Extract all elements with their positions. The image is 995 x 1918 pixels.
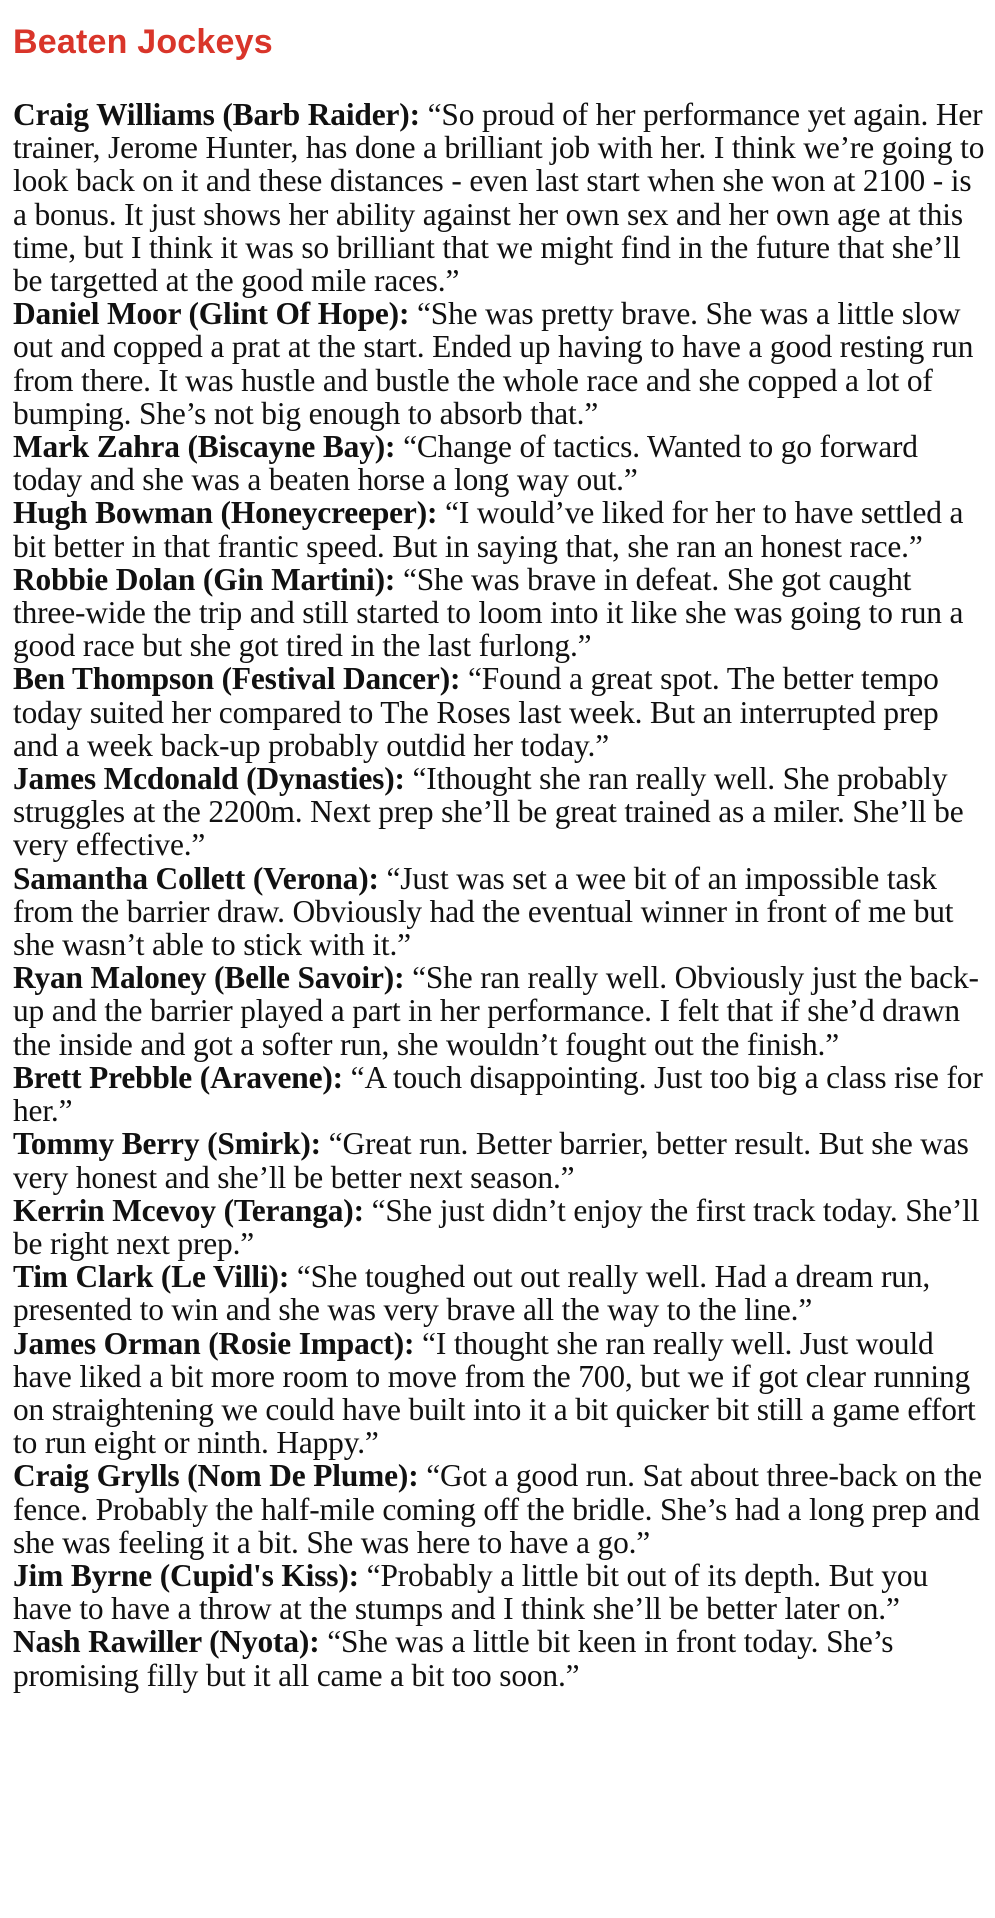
jockey-name: Ben Thompson (Festival Dancer): xyxy=(13,661,461,697)
jockey-comment xyxy=(13,430,985,496)
jockey-comment xyxy=(13,1327,985,1460)
jockey-comment xyxy=(13,563,985,663)
jockey-comment xyxy=(13,1061,985,1127)
jockey-comment xyxy=(13,98,985,297)
jockey-name: Craig Grylls (Nom De Plume): xyxy=(13,1458,419,1494)
jockey-comment xyxy=(13,1260,985,1326)
jockey-name: Robbie Dolan (Gin Martini): xyxy=(13,561,396,597)
jockey-name: Jim Byrne (Cupid's Kiss): xyxy=(13,1557,359,1593)
jockey-quote: “She just didn’t enjoy the first track today. She’ll be right next prep.” xyxy=(13,1192,980,1261)
jockey-comment xyxy=(13,762,985,862)
jockey-comments-list xyxy=(13,98,985,1692)
jockey-quote: “Found a great spot. The better tempo today suited her compared to The Roses last week. But an interrupted prep and a week back-up probably outdid her today.” xyxy=(13,661,939,763)
jockey-quote: “She was a little bit keen in front today. She’s promising filly but it all came a bit too soon.” xyxy=(13,1624,894,1693)
jockey-comment xyxy=(13,1559,985,1625)
jockey-name: Mark Zahra (Biscayne Bay): xyxy=(13,429,396,465)
jockey-quote: “She was pretty brave. She was a little slow out and copped a prat at the start. Ended up having to have a good resting run from there. It was hustle and bustle the whole race and she copped a lot of bumping. She’s not big enough to absorb that.” xyxy=(13,296,974,431)
jockey-name: Daniel Moor (Glint Of Hope): xyxy=(13,296,410,332)
jockey-quote: “Change of tactics. Wanted to go forward today and she was a beaten horse a long way out.” xyxy=(13,429,918,498)
jockey-quote: “I thought she ran really well. Just would have liked a bit more room to move from the 700, but we if got clear running on straightening we could have built into it a bit quicker bit still a game effort to run eight or ninth. Happy.” xyxy=(13,1325,976,1461)
jockey-comment xyxy=(13,496,985,562)
jockey-quote: “She toughed out out really well. Had a dream run, presented to win and she was very brave all the way to the line.” xyxy=(13,1259,931,1328)
jockey-quote: “She ran really well. Obviously just the back-up and the barrier played a part in her performance. I felt that if she’d drawn the inside and got a softer run, she wouldn’t fought out the finish.” xyxy=(13,960,979,1062)
page-title: Beaten Jockeys xyxy=(13,23,273,61)
jockey-quote: “I would’ve liked for her to have settled a bit better in that frantic speed. But in saying that, she ran an honest race.” xyxy=(13,495,964,564)
jockey-quote: “She was brave in defeat. She got caught three-wide the trip and still started to loom into it like she was going to run a good race but she got tired in the last furlong.” xyxy=(13,561,964,664)
jockey-quote: “Great run. Better barrier, better result. But she was very honest and she’ll be better next season.” xyxy=(13,1126,969,1195)
jockey-comment xyxy=(13,297,985,430)
jockey-name: Tommy Berry (Smirk): xyxy=(13,1126,321,1162)
jockey-quote: “Probably a little bit out of its depth. But you have to have a throw at the stumps and I think she’ll be better later on.” xyxy=(13,1557,928,1627)
jockey-quote: “Got a good run. Sat about three-back on the fence. Probably the half-mile coming off the bridle. She’s had a long prep and she was feeling it a bit. She was here to have a go.” xyxy=(13,1458,982,1560)
jockey-comment xyxy=(13,961,985,1061)
jockey-comment xyxy=(13,1459,985,1559)
jockey-name: James Mcdonald (Dynasties): xyxy=(13,761,405,797)
jockey-name: Hugh Bowman (Honeycreeper): xyxy=(13,495,438,531)
jockey-comment xyxy=(13,662,985,762)
jockey-comment xyxy=(13,1127,985,1193)
jockey-comment xyxy=(13,862,985,962)
jockey-quote: “Just was set a wee bit of an impossible task from the barrier draw. Obviously had the eventual winner in front of me but she wasn’t able to stick with it.” xyxy=(13,860,954,963)
jockey-name: Craig Williams (Barb Raider): xyxy=(13,97,420,132)
jockey-name: James Orman (Rosie Impact): xyxy=(13,1325,415,1361)
jockey-name: Nash Rawiller (Nyota): xyxy=(13,1624,320,1660)
jockey-quote: “So proud of her performance yet again. Her trainer, Jerome Hunter, has done a brilliant job with her. I think we’re going to look back on it and these distances - even last start when she won at 2100 - is a bonus. It just shows her ability against her own sex and her own age at this time, but I think it was so brilliant that we might find in the future that she’ll be targetted at the good mile races.” xyxy=(13,97,985,299)
jockey-quote: “Ithought she ran really well. She probably struggles at the 2200m. Next prep she’ll be great trained as a miler. She’ll be very effective.” xyxy=(13,761,964,863)
jockey-name: Tim Clark (Le Villi): xyxy=(13,1259,290,1295)
jockey-name: Samantha Collett (Verona): xyxy=(13,860,379,896)
jockey-name: Kerrin Mcevoy (Teranga): xyxy=(13,1192,364,1228)
jockey-comment xyxy=(13,1625,985,1691)
jockey-name: Ryan Maloney (Belle Savoir): xyxy=(13,960,405,996)
jockey-quote: “A touch disappointing. Just too big a class rise for her.” xyxy=(13,1059,983,1129)
jockey-name: Brett Prebble (Aravene): xyxy=(13,1059,343,1095)
jockey-comment xyxy=(13,1194,985,1260)
